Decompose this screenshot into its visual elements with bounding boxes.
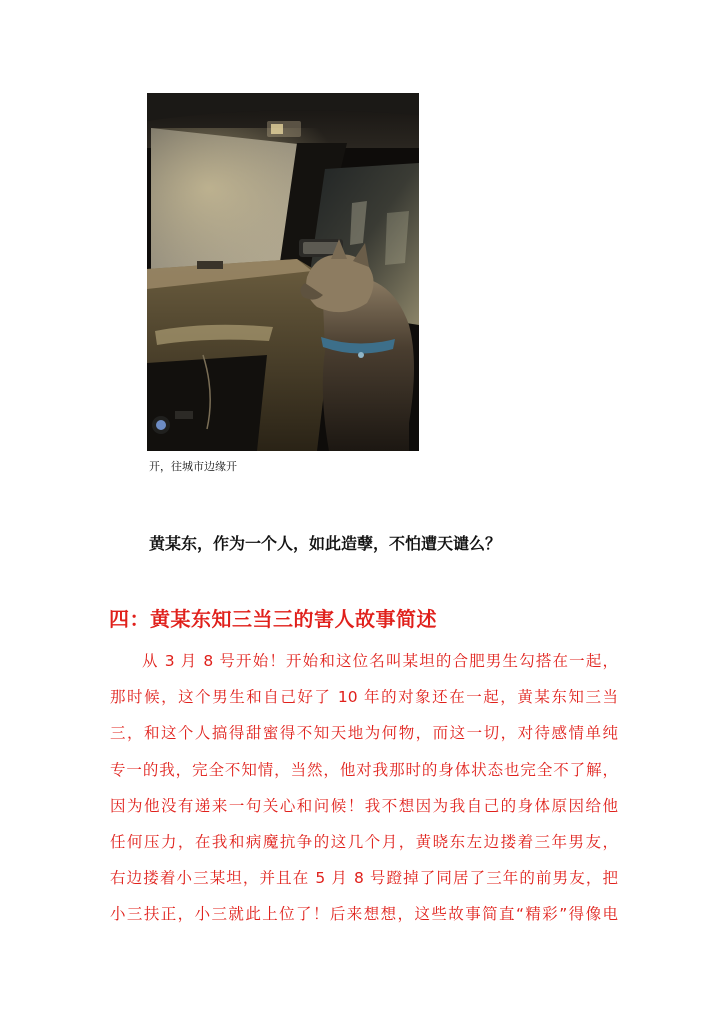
story-line: 那时候，这个男生和自己好了 10 年的对象还在一起，黄某东知三当: [110, 688, 618, 707]
story-line: 专一的我，完全不知情，当然，他对我那时的身体状态也完全不了解，: [110, 760, 618, 779]
story-line: 从 3 月 8 号开始！开始和这位名叫某坦的合肥男生勾搭在一起，: [142, 652, 618, 670]
story-line: 小三扶正，小三就此上位了！后来想想，这些故事简直“精彩”得像电: [110, 905, 618, 924]
story-line: 右边搂着小三某坦，并且在 5 月 8 号蹬掉了同居了三年的前男友，把: [110, 869, 618, 888]
rhetorical-question: 黄某东，作为一个人，如此造孽，不怕遭天谴么？: [149, 534, 502, 553]
story-paragraph: [110, 646, 618, 936]
story-line: 因为他没有递来一句关心和问候！我不想因为我自己的身体原因给他: [110, 796, 618, 815]
story-line: 任何压力，在我和病魔抗争的这几个月，黄晓东左边搂着三年男友，: [110, 832, 618, 851]
car-interior-dog-photo: [147, 93, 419, 451]
section-heading: 四：黄某东知三当三的害人故事简述: [109, 607, 437, 631]
story-line: 三，和这个人搞得甜蜜得不知天地为何物，而这一切，对待感情单纯: [110, 724, 618, 743]
photo-drawing: [147, 93, 419, 451]
photo-caption: 开，往城市边缘开: [149, 460, 237, 473]
